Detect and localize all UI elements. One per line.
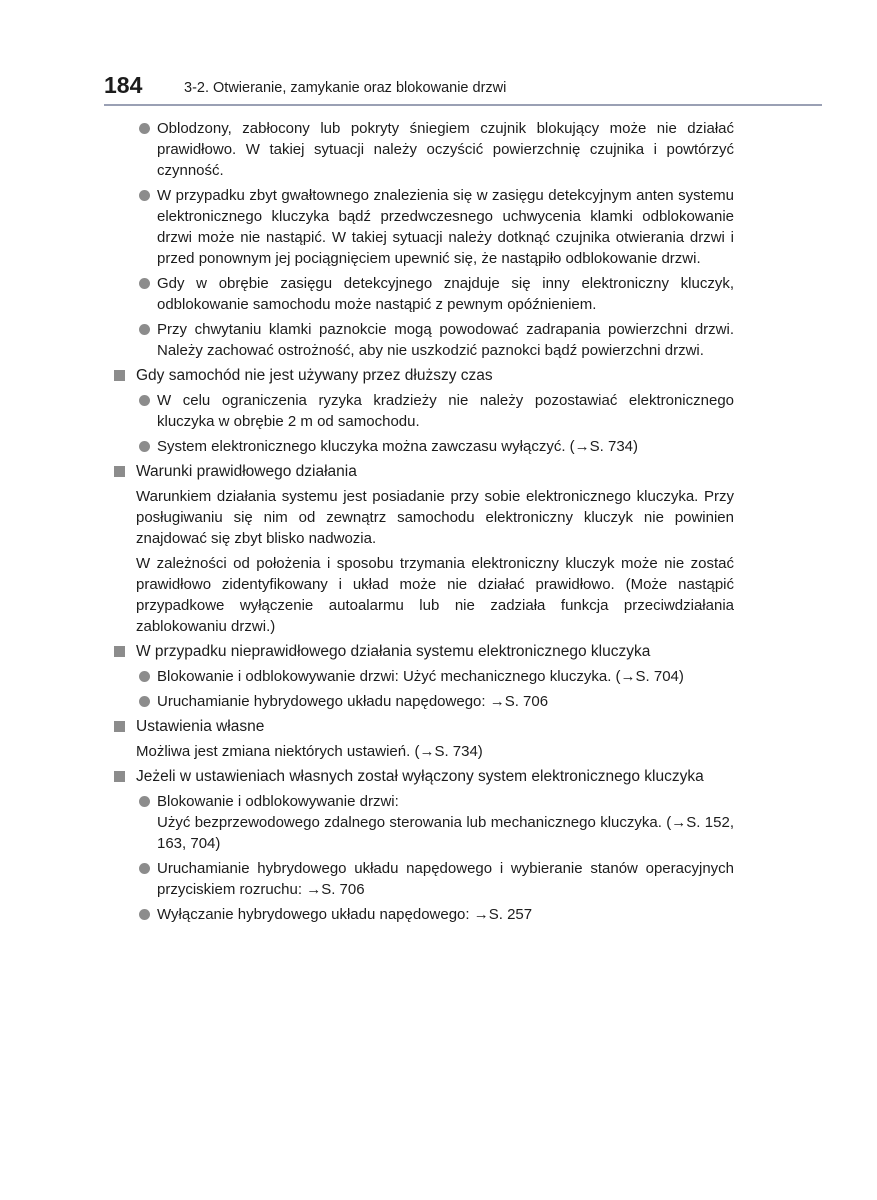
list-item-line: Użyć bezprzewodowego zdalnego sterowania lub mechanicznego kluczyka. (→S. 152, 163, 704)	[157, 814, 734, 852]
section-heading: Gdy samochód nie jest używany przez dłuższy czas	[114, 365, 734, 386]
list-item: Blokowanie i odblokowywanie drzwi: Użyć mechanicznego kluczyka. (→S. 704)	[114, 666, 734, 687]
list-item: Uruchamianie hybrydowego układu napędowego: →S. 706	[114, 691, 734, 712]
list-item: Uruchamianie hybrydowego układu napędowego i wybieranie stanów operacyjnych przyciskiem rozruchu: →S. 706	[114, 858, 734, 900]
page-header	[104, 72, 822, 106]
section-heading: Warunki prawidłowego działania	[114, 461, 734, 482]
list-item	[114, 791, 734, 854]
paragraph: W zależności od położenia i sposobu trzymania elektroniczny kluczyk może nie zostać prawidłowo zidentyfikowany i układ może nie działać prawidłowo. (Może nastąpić przypadkowe wyłączenie autoalarmu lub nie zadziała funkcja przeciwdziałania zablokowaniu drzwi.)	[136, 555, 734, 635]
section-title: 3-2. Otwieranie, zamykanie oraz blokowanie drzwi	[184, 80, 507, 96]
page-content	[114, 118, 734, 929]
paragraph: Możliwa jest zmiana niektórych ustawień. (→S. 734)	[136, 743, 483, 760]
paragraph: Warunkiem działania systemu jest posiadanie przy sobie elektronicznego kluczyka. Przy posługiwaniu się nim od zewnątrz samochodu elektroniczny kluczyk nie powinien znajdować się zbyt blisko nadwozia.	[136, 488, 734, 547]
section-heading: Jeżeli w ustawieniach własnych został wyłączony system elektronicznego kluczyka	[114, 766, 734, 787]
list-item: Wyłączanie hybrydowego układu napędowego: →S. 257	[114, 904, 734, 925]
page-number: 184	[104, 72, 143, 98]
list-item: Oblodzony, zabłocony lub pokryty śniegiem czujnik blokujący może nie działać prawidłowo. W takiej sytuacji należy oczyścić powierzchnię czujnika i powtórzyć czynność.	[114, 118, 734, 181]
list-item-line: Blokowanie i odblokowywanie drzwi:	[157, 793, 399, 810]
list-item: System elektronicznego kluczyka można zawczasu wyłączyć. (→S. 734)	[114, 436, 734, 457]
list-item: Przy chwytaniu klamki paznokcie mogą powodować zadrapania powierzchni drzwi. Należy zachować ostrożność, aby nie uszkodzić paznokci bądź powierzchni drzwi.	[114, 319, 734, 361]
list-item: W celu ograniczenia ryzyka kradzieży nie należy pozostawiać elektronicznego kluczyka w obrębie 2 m od samochodu.	[114, 390, 734, 432]
list-item: W przypadku zbyt gwałtownego znalezienia się w zasięgu detekcyjnym anten systemu elektronicznego kluczyka bądź przedwczesnego uchwycenia klamki odblokowanie drzwi może nie nastąpić. W takiej sytuacji należy dotknąć czujnika otwierania drzwi i przed ponownym jej pociągnięciem upewnić się, że nastąpiło odblokowanie drzwi.	[114, 185, 734, 269]
section-heading: Ustawienia własne	[114, 716, 734, 737]
section-heading: W przypadku nieprawidłowego działania systemu elektronicznego kluczyka	[114, 641, 734, 662]
list-item: Gdy w obrębie zasięgu detekcyjnego znajduje się inny elektroniczny kluczyk, odblokowanie samochodu może nastąpić z pewnym opóźnieniem.	[114, 273, 734, 315]
